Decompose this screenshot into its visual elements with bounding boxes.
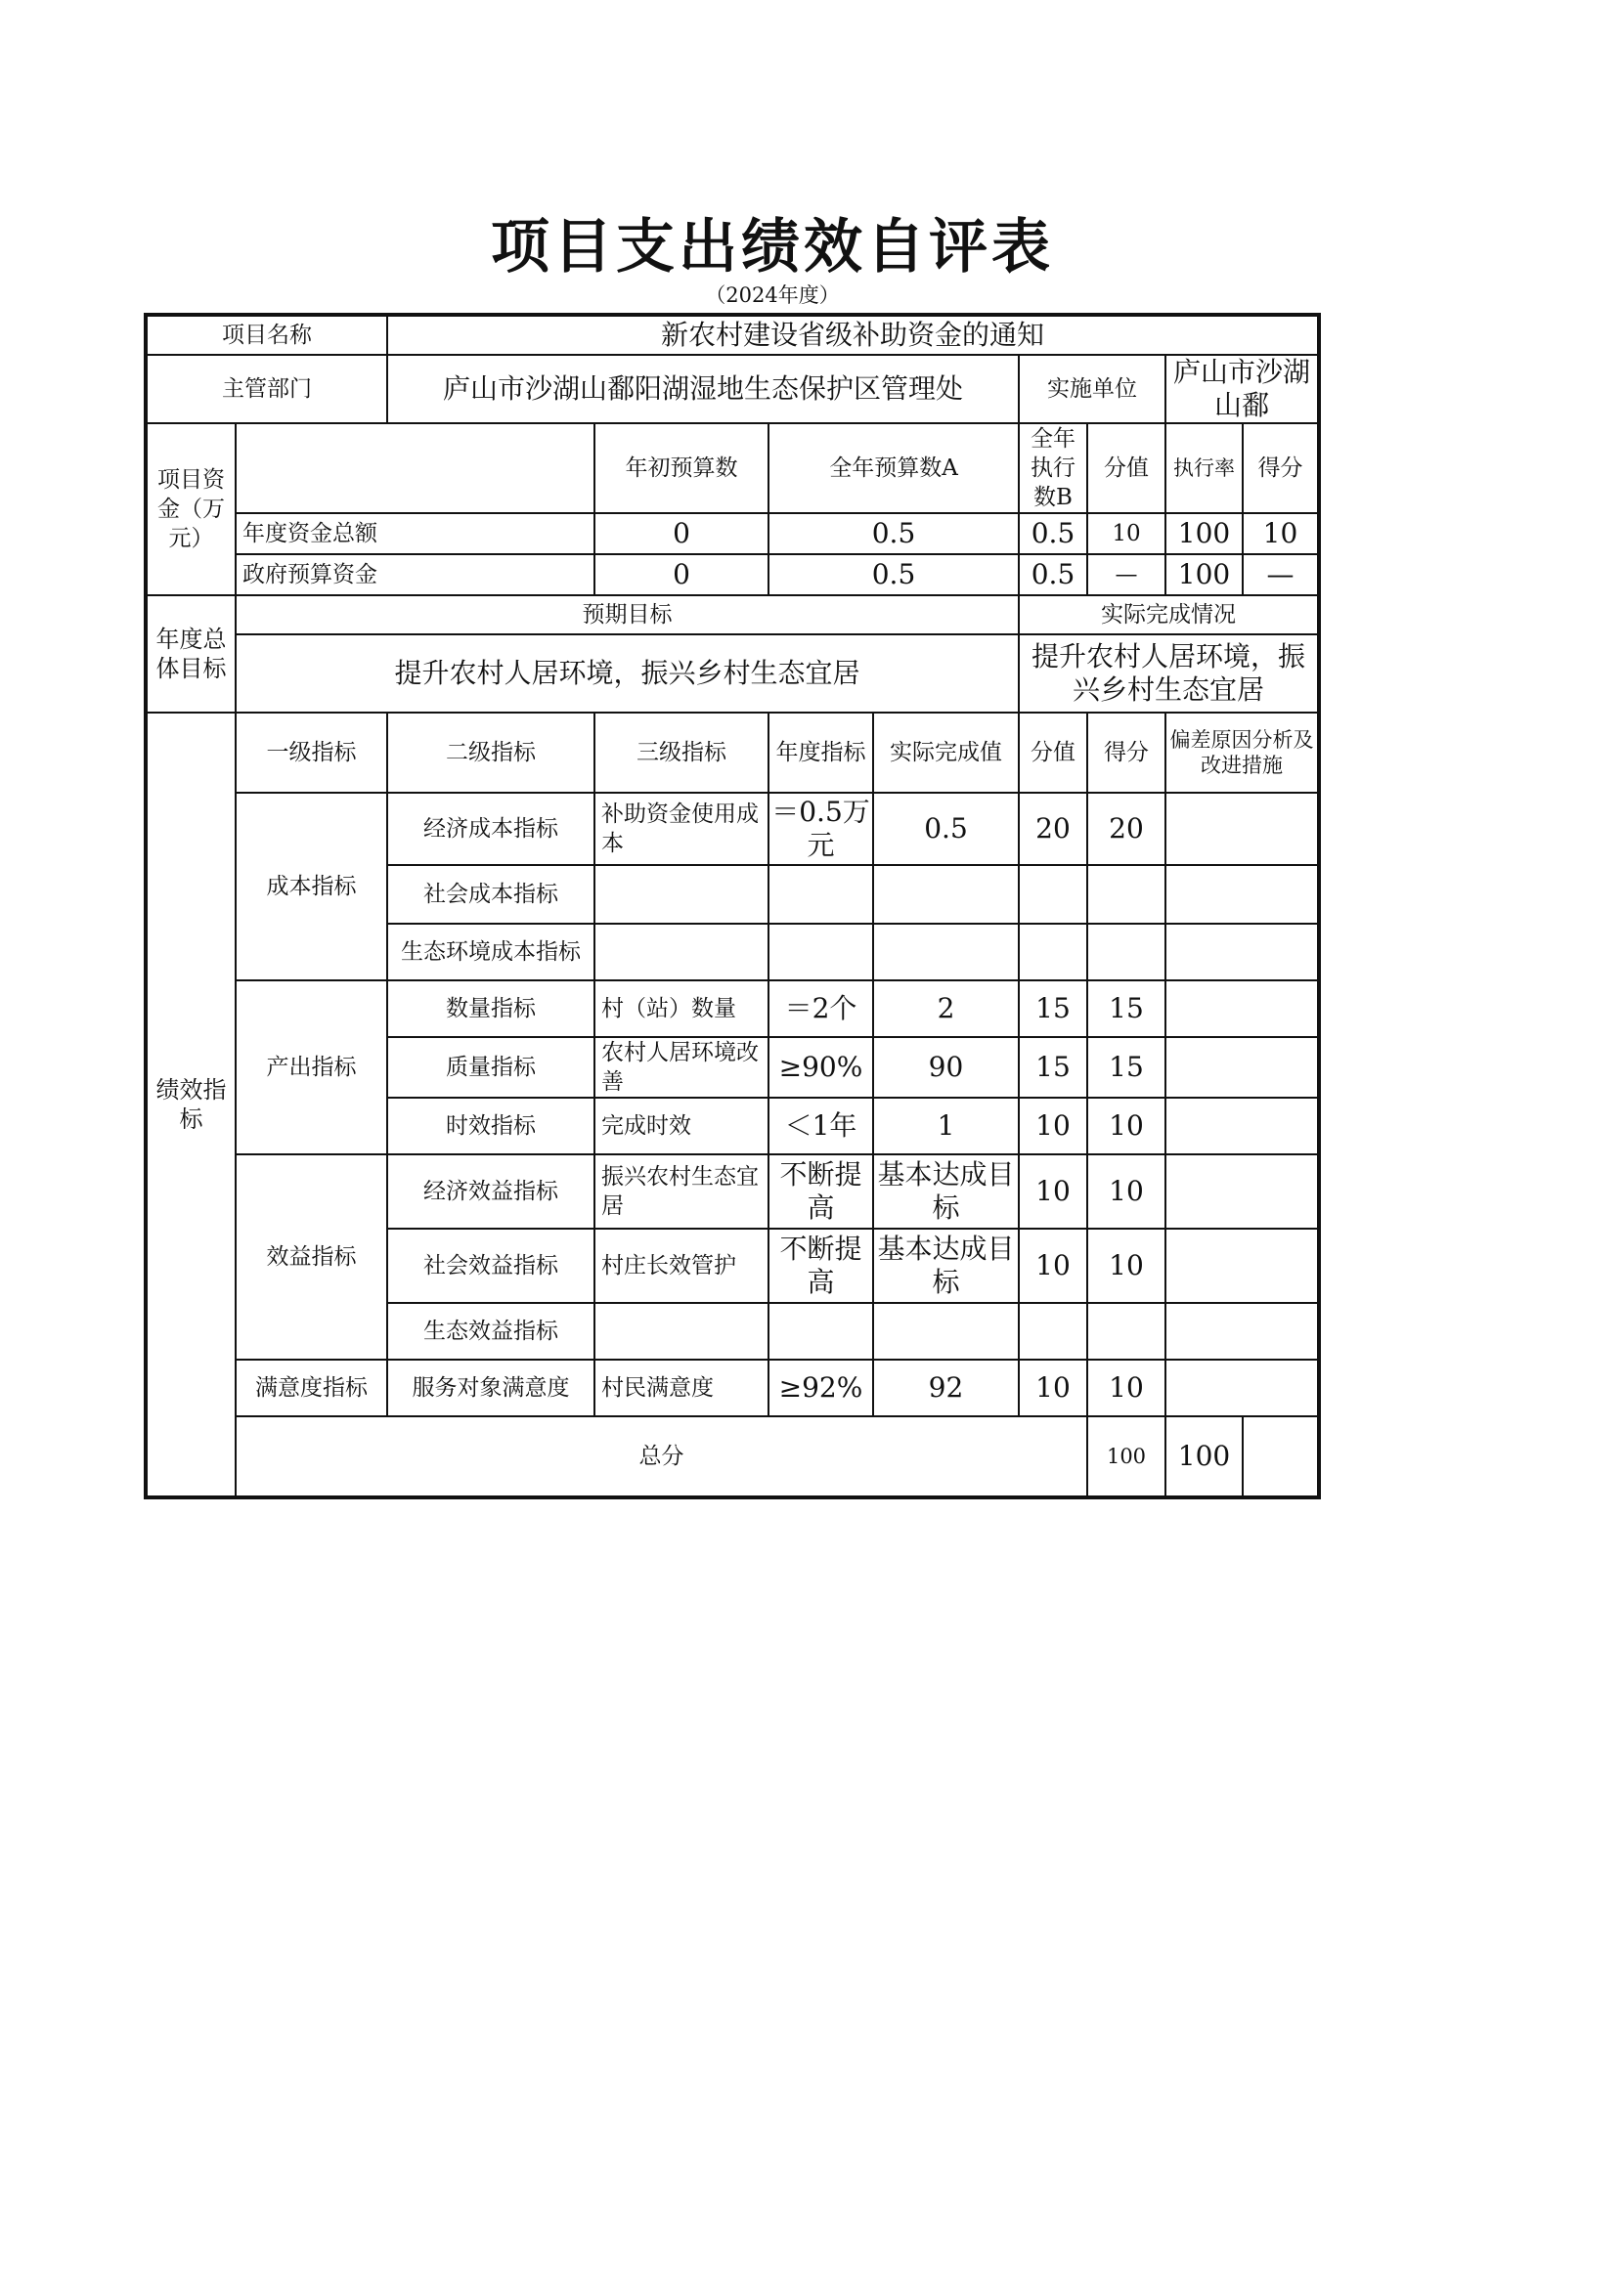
deviation-cell bbox=[1165, 1037, 1318, 1098]
evaluation-table bbox=[146, 315, 1319, 1497]
score-cell: 15 bbox=[1019, 1037, 1087, 1098]
project-name-label: 项目名称 bbox=[147, 316, 387, 355]
actual-cell: 90 bbox=[873, 1037, 1019, 1098]
got-cell: 20 bbox=[1087, 793, 1165, 865]
got-cell: 15 bbox=[1087, 980, 1165, 1037]
l3-cell bbox=[594, 924, 768, 980]
deviation-cell bbox=[1165, 1154, 1318, 1229]
funds-row-rate: 100 bbox=[1165, 513, 1243, 554]
actual-cell: 1 bbox=[873, 1098, 1019, 1154]
score-cell: 20 bbox=[1019, 793, 1087, 865]
dept-value: 庐山市沙湖山鄱阳湖湿地生态保护区管理处 bbox=[387, 355, 1019, 423]
row-total bbox=[147, 1416, 1318, 1496]
got-cell: 10 bbox=[1087, 1154, 1165, 1229]
row-funds-total bbox=[147, 513, 1318, 554]
row-benefit-1 bbox=[147, 1154, 1318, 1229]
deviation-cell bbox=[1165, 1303, 1318, 1360]
perf-header-l1: 一级指标 bbox=[236, 713, 387, 793]
year-subtitle: （2024年度） bbox=[705, 283, 840, 307]
project-name-value: 新农村建设省级补助资金的通知 bbox=[387, 316, 1318, 355]
funds-header-initial: 年初预算数 bbox=[594, 423, 768, 513]
impl-unit-label: 实施单位 bbox=[1019, 355, 1165, 423]
goal-actual-text: 提升农村人居环境，振兴乡村生态宜居 bbox=[1019, 634, 1318, 713]
l2-cell: 时效指标 bbox=[387, 1098, 594, 1154]
target-cell: ＝0.5万元 bbox=[768, 793, 873, 865]
deviation-cell bbox=[1165, 793, 1318, 865]
actual-cell bbox=[873, 1303, 1019, 1360]
perf-header-l2: 二级指标 bbox=[387, 713, 594, 793]
row-funds-header bbox=[147, 423, 1318, 513]
row-funds-gov bbox=[147, 554, 1318, 595]
dept-label: 主管部门 bbox=[147, 355, 387, 423]
row-project-name bbox=[147, 316, 1318, 355]
row-goal-header bbox=[147, 595, 1318, 634]
actual-cell bbox=[873, 924, 1019, 980]
l3-cell: 补助资金使用成本 bbox=[594, 793, 768, 865]
l2-cell: 生态环境成本指标 bbox=[387, 924, 594, 980]
score-cell: 10 bbox=[1019, 1229, 1087, 1303]
got-cell bbox=[1087, 924, 1165, 980]
funds-row-name: 政府预算资金 bbox=[236, 554, 594, 595]
perf-header-score: 分值 bbox=[1019, 713, 1087, 793]
deviation-cell bbox=[1165, 1098, 1318, 1154]
row-cost-1 bbox=[147, 793, 1318, 865]
actual-cell: 0.5 bbox=[873, 793, 1019, 865]
target-cell bbox=[768, 1303, 873, 1360]
deviation-cell bbox=[1165, 865, 1318, 924]
impl-unit-value: 庐山市沙湖山鄱 bbox=[1165, 355, 1318, 423]
got-cell bbox=[1087, 865, 1165, 924]
perf-header-actual: 实际完成值 bbox=[873, 713, 1019, 793]
score-cell: 15 bbox=[1019, 980, 1087, 1037]
l3-cell: 村（站）数量 bbox=[594, 980, 768, 1037]
target-cell: ≥90% bbox=[768, 1037, 873, 1098]
funds-row-v3: 0.5 bbox=[1019, 554, 1087, 595]
funds-header-annual-a: 全年预算数A bbox=[768, 423, 1019, 513]
funds-row-v1: 0 bbox=[594, 554, 768, 595]
perf-header-l3: 三级指标 bbox=[594, 713, 768, 793]
funds-header-empty bbox=[236, 423, 594, 513]
funds-row-v2: 0.5 bbox=[768, 513, 1019, 554]
goal-expected-text: 提升农村人居环境，振兴乡村生态宜居 bbox=[236, 634, 1019, 713]
funds-row-rate: 100 bbox=[1165, 554, 1243, 595]
l3-cell: 完成时效 bbox=[594, 1098, 768, 1154]
funds-header-exec-b: 全年执行数B bbox=[1019, 423, 1087, 513]
target-cell: ≥92% bbox=[768, 1360, 873, 1416]
total-label: 总分 bbox=[236, 1416, 1087, 1496]
l3-cell bbox=[594, 1303, 768, 1360]
actual-cell: 2 bbox=[873, 980, 1019, 1037]
score-cell bbox=[1019, 865, 1087, 924]
got-cell: 10 bbox=[1087, 1360, 1165, 1416]
l2-cell: 社会效益指标 bbox=[387, 1229, 594, 1303]
l3-cell bbox=[594, 865, 768, 924]
total-score: 100 bbox=[1087, 1416, 1165, 1496]
total-got: 100 bbox=[1165, 1416, 1243, 1496]
l2-cell: 生态效益指标 bbox=[387, 1303, 594, 1360]
l3-cell: 村民满意度 bbox=[594, 1360, 768, 1416]
row-output-1 bbox=[147, 980, 1318, 1037]
actual-cell bbox=[873, 865, 1019, 924]
funds-row-got: — bbox=[1243, 554, 1318, 595]
target-cell: ＝2个 bbox=[768, 980, 873, 1037]
target-cell: 不断提高 bbox=[768, 1154, 873, 1229]
deviation-cell bbox=[1165, 1229, 1318, 1303]
score-cell bbox=[1019, 1303, 1087, 1360]
annual-goal-label: 年度总体目标 bbox=[147, 595, 236, 713]
deviation-cell bbox=[1165, 980, 1318, 1037]
page-title: 项目支出绩效自评表 bbox=[491, 213, 1054, 282]
score-cell: 10 bbox=[1019, 1154, 1087, 1229]
got-cell: 10 bbox=[1087, 1098, 1165, 1154]
row-perf-header bbox=[147, 713, 1318, 793]
l2-cell: 数量指标 bbox=[387, 980, 594, 1037]
funds-row-v3: 0.5 bbox=[1019, 513, 1087, 554]
l1-satisfaction: 满意度指标 bbox=[236, 1360, 387, 1416]
target-cell bbox=[768, 924, 873, 980]
l2-cell: 社会成本指标 bbox=[387, 865, 594, 924]
got-cell: 15 bbox=[1087, 1037, 1165, 1098]
got-cell bbox=[1087, 1303, 1165, 1360]
l2-cell: 经济效益指标 bbox=[387, 1154, 594, 1229]
perf-header-deviation: 偏差原因分析及改进措施 bbox=[1165, 713, 1318, 793]
row-goal-content bbox=[147, 634, 1318, 713]
funds-header-rate: 执行率 bbox=[1165, 423, 1243, 513]
funds-label: 项目资金（万元） bbox=[147, 423, 236, 595]
l2-cell: 经济成本指标 bbox=[387, 793, 594, 865]
funds-row-score: 10 bbox=[1087, 513, 1165, 554]
actual-cell: 92 bbox=[873, 1360, 1019, 1416]
l1-output: 产出指标 bbox=[236, 980, 387, 1154]
row-satisfaction bbox=[147, 1360, 1318, 1416]
target-cell: ＜1年 bbox=[768, 1098, 873, 1154]
l3-cell: 振兴农村生态宜居 bbox=[594, 1154, 768, 1229]
got-cell: 10 bbox=[1087, 1229, 1165, 1303]
l2-cell: 质量指标 bbox=[387, 1037, 594, 1098]
l3-cell: 农村人居环境改善 bbox=[594, 1037, 768, 1098]
perf-indicator-label: 绩效指标 bbox=[147, 713, 236, 1496]
score-cell: 10 bbox=[1019, 1098, 1087, 1154]
funds-row-name: 年度资金总额 bbox=[236, 513, 594, 554]
l2-cell: 服务对象满意度 bbox=[387, 1360, 594, 1416]
l3-cell: 村庄长效管护 bbox=[594, 1229, 768, 1303]
score-cell: 10 bbox=[1019, 1360, 1087, 1416]
perf-header-target: 年度指标 bbox=[768, 713, 873, 793]
funds-row-v1: 0 bbox=[594, 513, 768, 554]
actual-cell: 基本达成目标 bbox=[873, 1154, 1019, 1229]
goal-actual-header: 实际完成情况 bbox=[1019, 595, 1318, 634]
goal-expected-header: 预期目标 bbox=[236, 595, 1019, 634]
deviation-cell bbox=[1165, 1360, 1318, 1416]
deviation-cell bbox=[1165, 924, 1318, 980]
score-cell bbox=[1019, 924, 1087, 980]
target-cell bbox=[768, 865, 873, 924]
actual-cell: 基本达成目标 bbox=[873, 1229, 1019, 1303]
row-dept bbox=[147, 355, 1318, 423]
target-cell: 不断提高 bbox=[768, 1229, 873, 1303]
l1-benefit: 效益指标 bbox=[236, 1154, 387, 1360]
funds-row-got: 10 bbox=[1243, 513, 1318, 554]
funds-header-got: 得分 bbox=[1243, 423, 1318, 513]
funds-row-v2: 0.5 bbox=[768, 554, 1019, 595]
total-deviation bbox=[1243, 1416, 1318, 1496]
funds-row-score: — bbox=[1087, 554, 1165, 595]
perf-header-got: 得分 bbox=[1087, 713, 1165, 793]
l1-cost: 成本指标 bbox=[236, 793, 387, 980]
funds-header-score: 分值 bbox=[1087, 423, 1165, 513]
